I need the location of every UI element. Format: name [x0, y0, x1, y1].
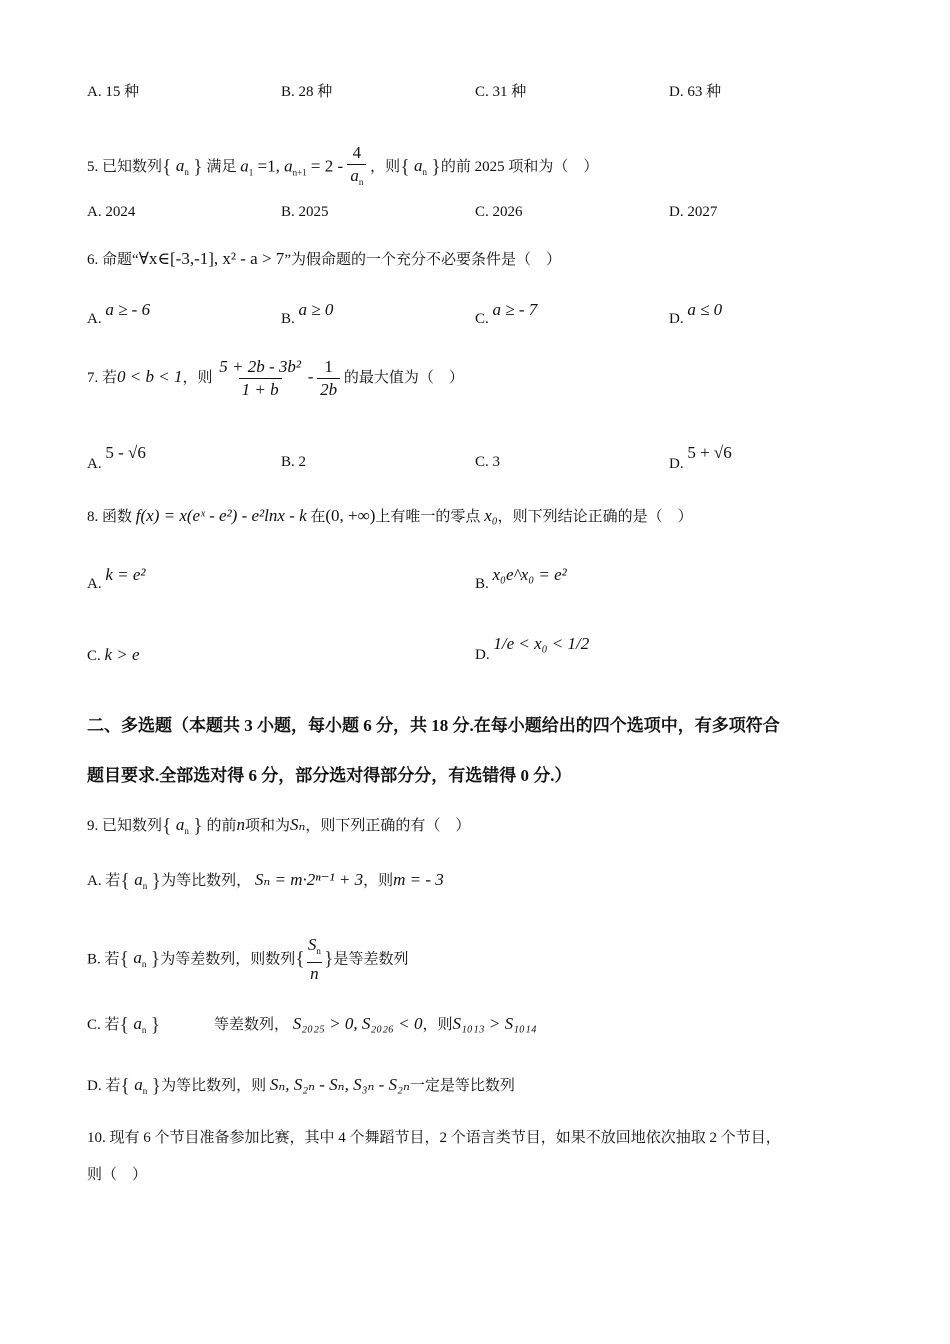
q7-prefix: 7. 若 — [87, 369, 118, 386]
q8-option-c: C. k > e — [87, 645, 140, 664]
q8-suffix: 上有唯一的零点 — [375, 509, 481, 525]
q7-suffix: 的最大值为（ ） — [343, 369, 464, 386]
q6-option-d: D. a ≤ 0 — [669, 300, 723, 327]
q8-option-d: D. 1/e < x₀ < 1/2 — [475, 634, 590, 663]
q5-option-b: B. 2025 — [281, 204, 329, 220]
q8-function: f(x) = x(eˣ - e²) - e²lnx - k — [135, 506, 307, 525]
q5-option-d: D. 2027 — [669, 204, 718, 220]
q7-stem: 7. 若0 < b < 1，则 $\frac{\text{5 + 2b - 3b²}}{1 + b}$ - $\frac{1}{2b}$ 的最大值为（ ） — [87, 357, 464, 399]
q5-option-a: A. 2024 — [87, 204, 136, 220]
q4-option-b: B. 28 种 — [281, 84, 333, 100]
q5-option-c: C. 2026 — [475, 204, 523, 220]
q6-stem — [87, 249, 561, 270]
q5-post1: ，则 — [370, 158, 401, 175]
q5-post2: 的前 2025 项和为（ ） — [440, 158, 599, 175]
q8-x0: x₀ — [484, 506, 498, 525]
q7-mid: ，则 — [182, 369, 213, 386]
q10-stem-line1: 10. 现有 6 个节目准备参加比赛，其中 4 个舞蹈节目，2 个语言类节目，如果不放回地依次抽取 2 个节目， — [87, 1130, 781, 1146]
q7-option-c: C. 3 — [475, 454, 501, 470]
q8-prefix: 8. 函数 — [87, 509, 133, 525]
section2-heading-line1: 二、多选题（本题共 3 小题，每小题 6 分，共 18 分.在每小题给出的四个选项中，有多项符合 — [87, 716, 780, 735]
q9-option-a: A. 若{ $a_n$ }为等比数列， Sₙ = m·2ⁿ⁻¹ + 3，则m = - 3 — [87, 870, 444, 892]
q8-suffix2: ，则下列结论正确的是（ ） — [497, 509, 693, 525]
q9-stem: 9. 已知数列{ $a_n$ } 的前n项和为Sₙ，则下列正确的有（ ） — [87, 815, 471, 837]
q4-option-c: C. 31 种 — [475, 84, 527, 100]
q9-mid: 的前 — [206, 818, 237, 834]
q10-stem-line2: 则（ ） — [87, 1167, 148, 1183]
q9-option-c: C. 若{ $a_n$ } 等差数列， S₂₀₂₅ > 0, S₂₀₂₆ < 0，则S₁₀₁₃ > S₁₀₁₄ — [87, 1014, 537, 1036]
q5-mid: 满足 — [206, 158, 237, 175]
q9-option-b: B. 若{ $a_n$ }为等差数列，则数列{ $\frac{S_n}{n}$ }是等差数列 — [87, 935, 409, 983]
q6-option-a: A. a ≥ - 6 — [87, 300, 151, 327]
q7-fraction-1: $\frac{\text{5 + 2b - 3b²}}{1 + b}$ — [219, 357, 301, 399]
q7-option-b: B. 2 — [281, 454, 307, 470]
q6-suffix: ”为假命题的一个充分不必要条件是（ ） — [284, 252, 561, 268]
q9-seq-an: { $a_n$ } — [162, 815, 203, 837]
q5-condition: $a_1 =1$, $a_{n+1} = 2$ - $\frac{4}{a_n}$ — [240, 142, 366, 193]
q8-stem — [87, 506, 693, 527]
q6-prefix: 6. 命题“ — [87, 252, 139, 268]
q6-option-b: B. a ≥ 0 — [281, 300, 334, 327]
q7-fraction-2: $\frac{1}{2b}$ — [317, 356, 340, 401]
q5-stem — [87, 142, 598, 193]
q5-seq-an-2: { $a_n$ } — [400, 155, 441, 178]
section2-heading-line2: 题目要求.全部选对得 6 分，部分选对得部分分，有选错得 0 分.） — [87, 766, 572, 785]
q8-mid: 在 — [310, 509, 326, 525]
q5-prefix: 5. 已知数列 — [87, 158, 163, 175]
q8-option-a: A. k = e² — [87, 565, 146, 592]
q4-option-d: D. 63 种 — [669, 84, 722, 100]
q6-option-c: C. a ≥ - 7 — [475, 300, 538, 327]
q7-option-a: A. 5 - √6 — [87, 443, 146, 472]
q9-suffix: ，则下列正确的有（ ） — [305, 818, 471, 834]
q6-proposition: ∀x∈[-3,-1], x² - a > 7 — [138, 249, 285, 268]
q7-condition: 0 < b < 1 — [117, 366, 183, 386]
q9-prefix: 9. 已知数列 — [87, 818, 163, 834]
q7-option-d: D. 5 + √6 — [669, 443, 732, 472]
q9-option-d: D. 若{ $a_n$ }为等比数列，则 Sₙ, S₂ₙ - Sₙ, S₃ₙ - S₂ₙ一定是等比数列 — [87, 1075, 515, 1097]
q8-option-b: B. x₀e^x₀ = e² — [475, 565, 567, 592]
q4-option-a: A. 15 种 — [87, 84, 140, 100]
q8-interval: (0, +∞) — [325, 506, 376, 525]
q5-seq-an: { $a_n$ } — [162, 155, 203, 178]
